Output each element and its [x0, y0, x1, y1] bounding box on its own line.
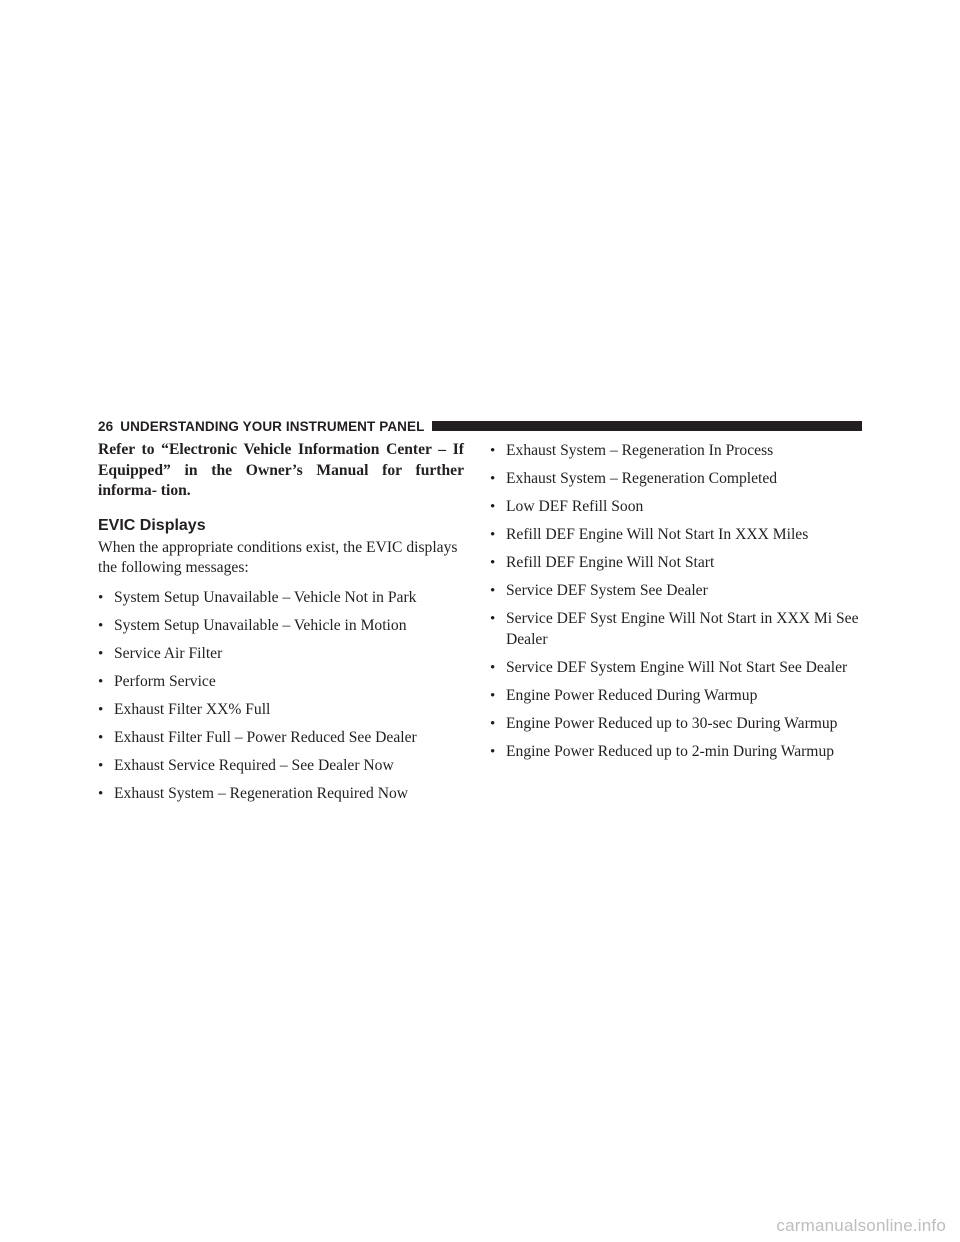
bullet-icon: •: [490, 443, 496, 459]
bullet-icon: •: [490, 611, 496, 627]
bullet-icon: •: [490, 499, 496, 515]
list-item: • Refill DEF Engine Will Not Start In XXX Miles: [490, 525, 866, 546]
bullet-icon: •: [490, 527, 496, 543]
bullet-icon: •: [490, 555, 496, 571]
bullet-icon: •: [490, 743, 496, 760]
bullet-icon: •: [490, 471, 496, 487]
list-item: • Perform Service: [98, 672, 464, 693]
section-heading: EVIC Displays: [98, 516, 206, 534]
body-paragraph: When the appropriate conditions exist, the EVIC displays the following messages:: [98, 538, 458, 576]
list-item: • Low DEF Refill Soon: [490, 497, 866, 518]
list-item: • Exhaust Filter Full – Power Reduced See Dealer: [98, 728, 464, 749]
list-item: • Engine Power Reduced During Warmup: [490, 686, 866, 707]
bullet-icon: •: [490, 715, 496, 732]
list-item: • Service DEF System Engine Will Not Start See Dealer: [490, 658, 866, 679]
right-column: [490, 440, 866, 762]
list-item: • System Setup Unavailable – Vehicle Not in Park: [98, 588, 464, 609]
list-item: • Exhaust Filter XX% Full: [98, 700, 464, 721]
list-item: • Exhaust System – Regeneration In Process: [490, 441, 866, 462]
list-item: • Service Air Filter: [98, 644, 464, 665]
watermark-link[interactable]: carmanualsonline.info: [776, 1216, 946, 1235]
left-column: [98, 440, 464, 804]
list-item: • Engine Power Reduced up to 30-sec During Warmup: [490, 714, 866, 735]
message-list-right: [490, 441, 866, 762]
list-item: • Refill DEF Engine Will Not Start: [490, 553, 866, 574]
bullet-icon: •: [98, 589, 104, 606]
page-number: 26: [98, 418, 114, 434]
list-item: • Exhaust Service Required – See Dealer Now: [98, 756, 464, 777]
list-item: • System Setup Unavailable – Vehicle in Motion: [98, 616, 464, 637]
list-item: • Exhaust System – Regeneration Required Now: [98, 784, 464, 805]
list-item: • Exhaust System – Regeneration Completed: [490, 469, 866, 490]
bullet-icon: •: [98, 701, 104, 718]
message-list-left: [98, 588, 464, 805]
page-header: [98, 416, 862, 436]
header-rule: [432, 421, 862, 431]
bullet-icon: •: [490, 659, 496, 676]
list-item: • Service DEF System See Dealer: [490, 581, 866, 602]
bullet-icon: •: [98, 673, 104, 690]
list-item: • Service DEF Syst Engine Will Not Start in XXX Mi See Dealer: [490, 610, 859, 648]
intro-paragraph: Refer to “Electronic Vehicle Information Center – If Equipped” in the Owner’s Manual for further informa- tion.: [98, 441, 464, 499]
section-title: UNDERSTANDING YOUR INSTRUMENT PANEL: [120, 418, 425, 434]
bullet-icon: •: [490, 583, 496, 599]
bullet-icon: •: [98, 729, 104, 746]
bullet-icon: •: [490, 687, 496, 704]
bullet-icon: •: [98, 785, 104, 802]
bullet-icon: •: [98, 617, 104, 634]
list-item: • Engine Power Reduced up to 2-min During Warmup: [490, 742, 866, 763]
bullet-icon: •: [98, 645, 104, 662]
bullet-icon: •: [98, 757, 104, 774]
